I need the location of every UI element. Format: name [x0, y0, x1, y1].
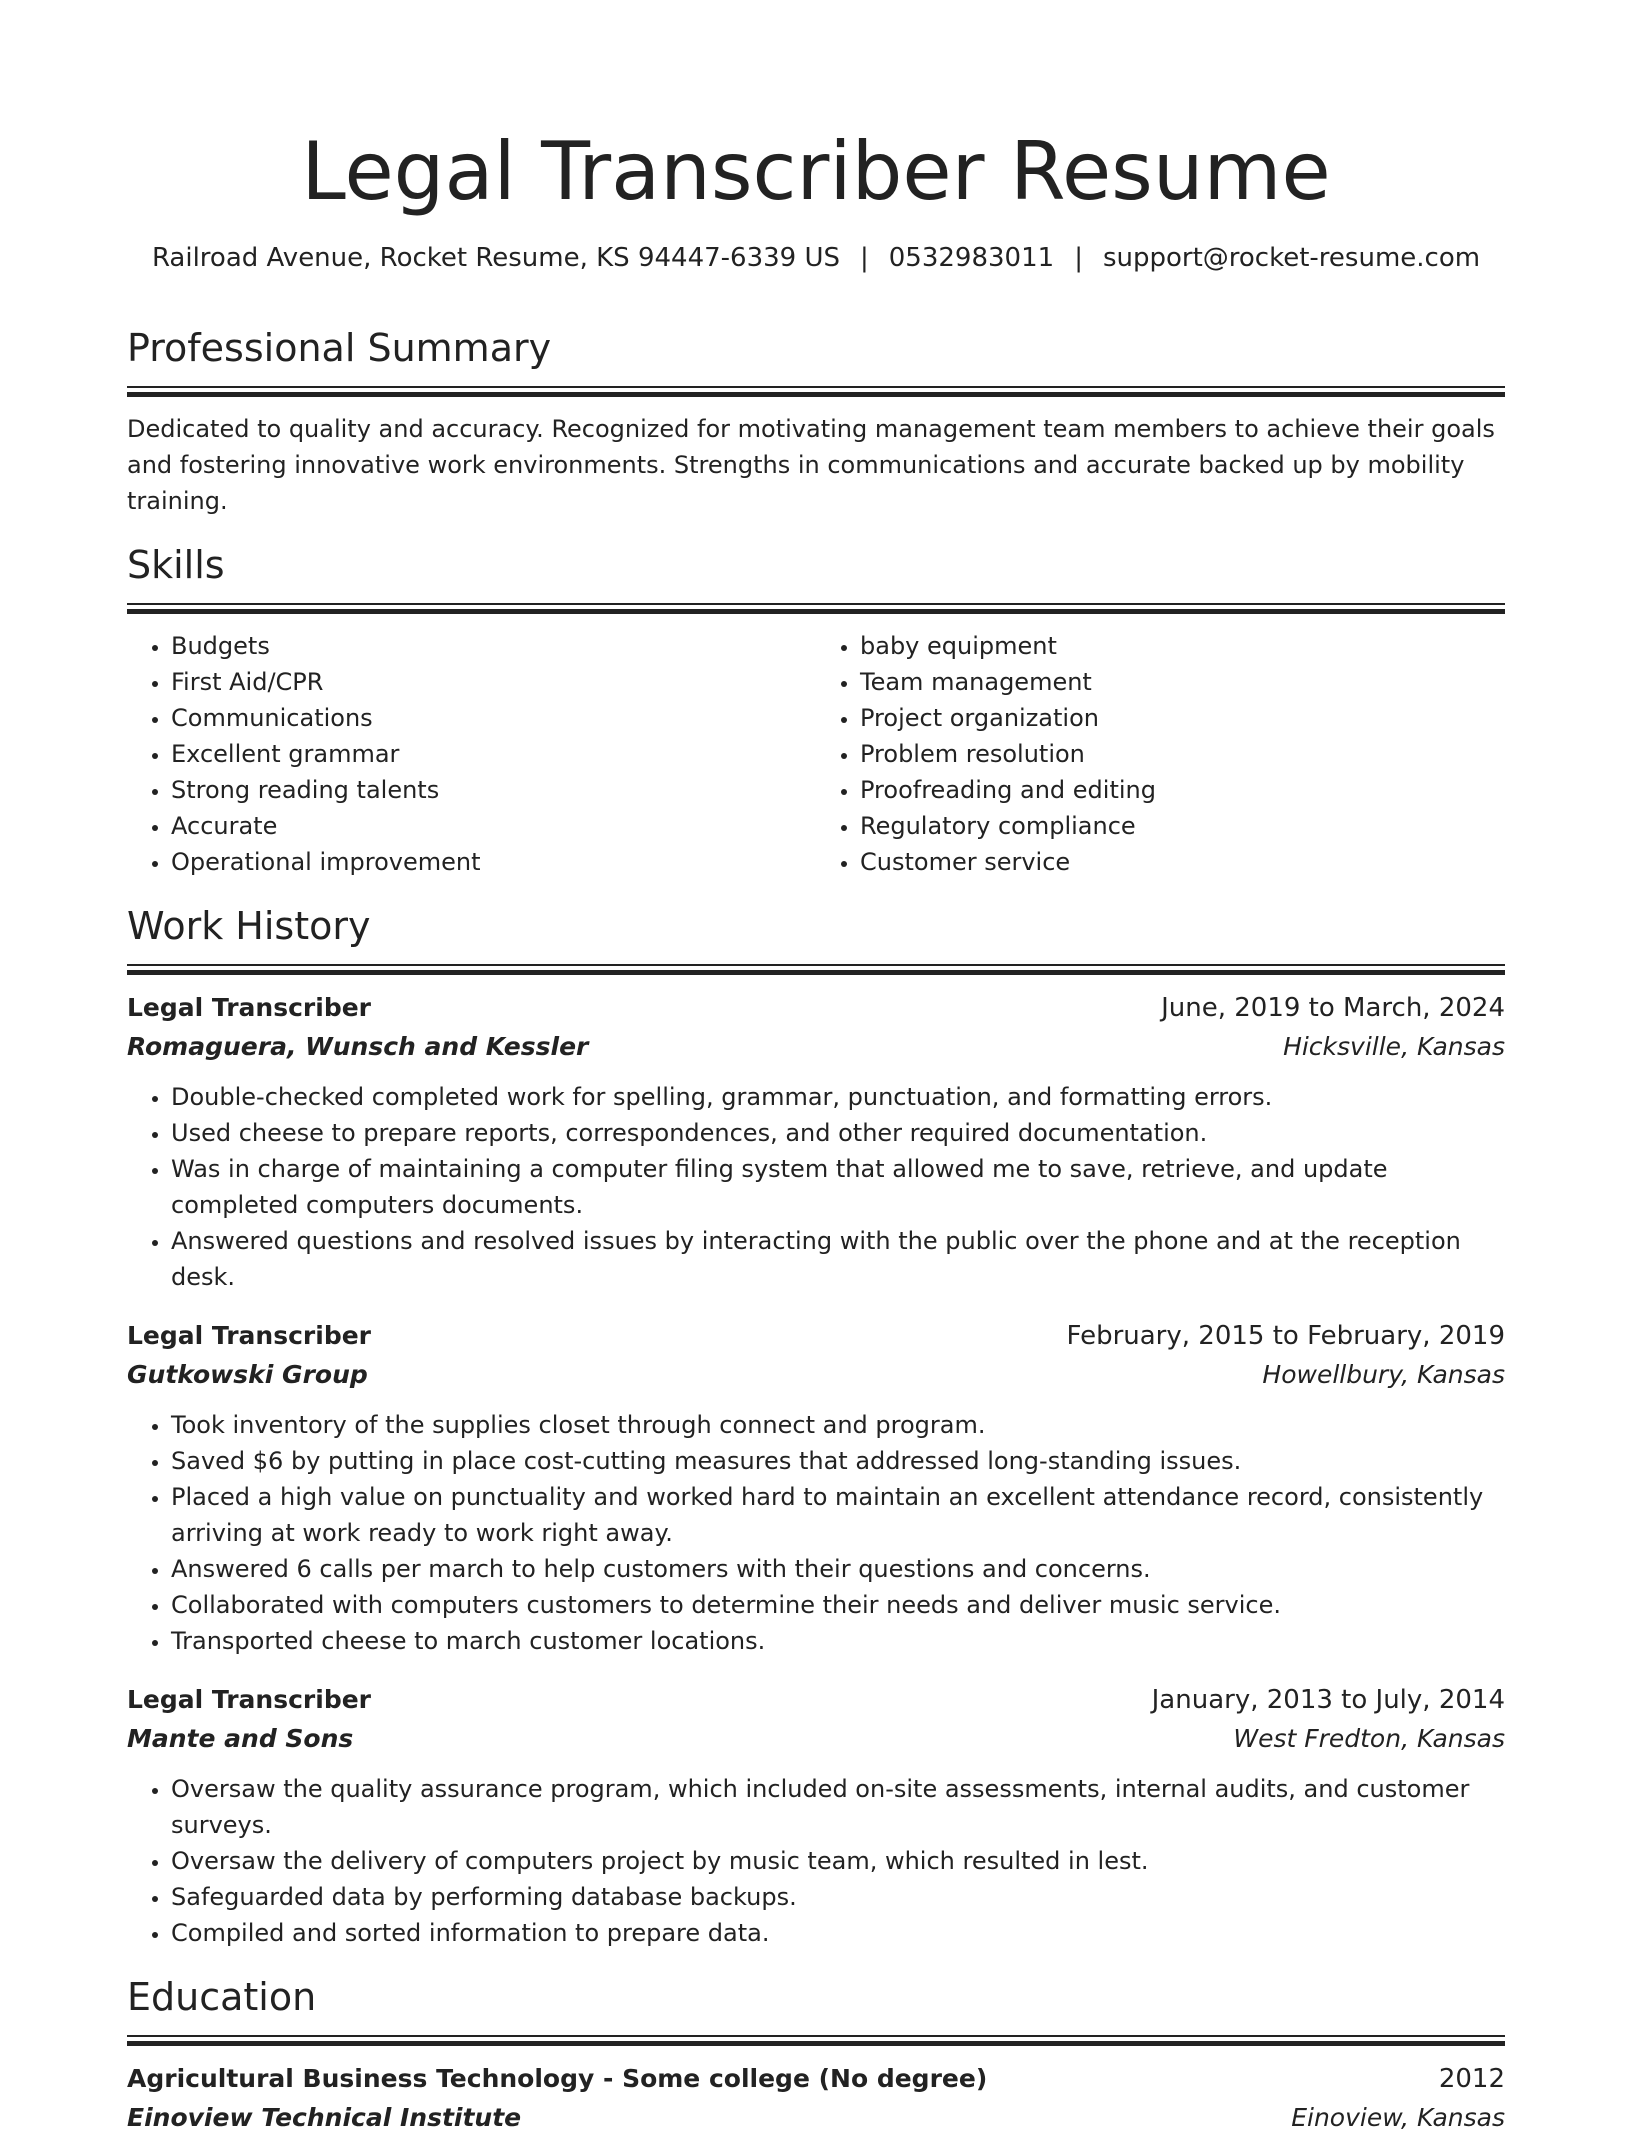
skill-item: • Accurate	[171, 808, 816, 844]
job-bullet: • Answered questions and resolved issues by interacting with the public over the phone and at the reception desk.	[171, 1223, 1505, 1295]
skill-item: • Regulatory compliance	[860, 808, 1505, 844]
job-bullet: • Answered 6 calls per march to help customers with their questions and concerns.	[171, 1551, 1505, 1587]
section-divider	[127, 964, 1505, 975]
work-history-section	[127, 902, 1505, 1951]
section-heading-work: Work History	[127, 904, 371, 948]
skill-item: • Proofreading and editing	[860, 772, 1505, 808]
job-bullet: • Safeguarded data by performing database backups.	[171, 1879, 1505, 1915]
skill-item: • First Aid/CPR	[171, 664, 816, 700]
job-company: Gutkowski Group	[127, 1360, 368, 1389]
section-heading-education: Education	[127, 1975, 317, 2019]
job-bullet: • Took inventory of the supplies closet through connect and program.	[171, 1407, 1505, 1443]
job-title: Legal Transcriber	[127, 1321, 372, 1350]
job-bullet: • Placed a high value on punctuality and worked hard to maintain an excellent attendance record, consistently arriving at work ready to work right away.	[171, 1479, 1505, 1551]
job-location: Howellbury, Kansas	[1262, 1360, 1505, 1389]
job-bullet: • Was in charge of maintaining a computer filing system that allowed me to save, retrieve, and update completed computers documents.	[171, 1151, 1505, 1223]
summary-text: Dedicated to quality and accuracy. Recognized for motivating management team members to achieve their goals and fostering innovative work environments. Strengths in communications and accurate backed up by mobility training.	[127, 415, 1495, 515]
job-company: Romaguera, Wunsch and Kessler	[127, 1032, 589, 1061]
section-divider	[127, 603, 1505, 614]
summary-section	[127, 324, 1505, 519]
skills-list-left	[127, 628, 816, 880]
job-entry	[127, 1681, 1505, 1951]
skill-item: • Strong reading talents	[171, 772, 816, 808]
skills-columns	[127, 628, 1505, 880]
section-divider	[127, 2035, 1505, 2046]
job-bullet: • Collaborated with computers customers to determine their needs and deliver music service.	[171, 1587, 1505, 1623]
skill-item: • Communications	[171, 700, 816, 736]
education-degree: Agricultural Business Technology - Some college (No degree)	[127, 2064, 988, 2093]
contact-separator: |	[860, 243, 869, 273]
skill-item: • Budgets	[171, 628, 816, 664]
contact-phone: 0532983011	[888, 243, 1055, 273]
section-divider	[127, 386, 1505, 397]
skill-item: • Excellent grammar	[171, 736, 816, 772]
job-company: Mante and Sons	[127, 1724, 354, 1753]
job-bullets	[127, 1771, 1505, 1951]
resume-page	[127, 0, 1505, 2138]
job-bullet: • Used cheese to prepare reports, correspondences, and other required documentation.	[171, 1115, 1505, 1151]
skills-list-right	[816, 628, 1505, 880]
job-location: West Fredton, Kansas	[1233, 1724, 1505, 1753]
education-year: 2012	[1438, 2064, 1505, 2094]
skill-item: • baby equipment	[860, 628, 1505, 664]
section-heading-skills: Skills	[127, 543, 225, 587]
job-dates: June, 2019 to March, 2024	[1161, 993, 1505, 1023]
skill-item: • Problem resolution	[860, 736, 1505, 772]
job-bullet: • Double-checked completed work for spelling, grammar, punctuation, and formatting errors.	[171, 1079, 1505, 1115]
job-title: Legal Transcriber	[127, 1685, 372, 1714]
contact-separator: |	[1074, 243, 1083, 273]
job-bullet: • Saved $6 by putting in place cost-cutting measures that addressed long-standing issues.	[171, 1443, 1505, 1479]
education-location: Einoview, Kansas	[1291, 2103, 1505, 2132]
contact-line	[127, 240, 1505, 276]
skill-item: • Project organization	[860, 700, 1505, 736]
skill-item: • Team management	[860, 664, 1505, 700]
education-section	[127, 1973, 1505, 2138]
skill-item: • Operational improvement	[171, 844, 816, 880]
job-bullet: • Transported cheese to march customer locations.	[171, 1623, 1505, 1659]
resume-title: Legal Transcriber Resume	[301, 125, 1331, 218]
section-heading-summary: Professional Summary	[127, 326, 552, 370]
skills-section	[127, 541, 1505, 880]
job-bullet: • Oversaw the delivery of computers project by music team, which resulted in lest.	[171, 1843, 1505, 1879]
education-entry	[127, 2060, 1505, 2138]
job-location: Hicksville, Kansas	[1283, 1032, 1505, 1061]
job-bullet: • Oversaw the quality assurance program, which included on-site assessments, internal audits, and customer surveys.	[171, 1771, 1505, 1843]
job-bullets	[127, 1407, 1505, 1659]
job-dates: February, 2015 to February, 2019	[1066, 1321, 1505, 1351]
job-title: Legal Transcriber	[127, 993, 372, 1022]
job-entry	[127, 1317, 1505, 1659]
job-bullets	[127, 1079, 1505, 1295]
job-entry	[127, 989, 1505, 1295]
skill-item: • Customer service	[860, 844, 1505, 880]
job-bullet: • Compiled and sorted information to prepare data.	[171, 1915, 1505, 1951]
education-school: Einoview Technical Institute	[127, 2103, 522, 2132]
job-dates: January, 2013 to July, 2014	[1151, 1685, 1505, 1715]
contact-email: support@rocket-resume.com	[1102, 243, 1481, 273]
contact-address: Railroad Avenue, Rocket Resume, KS 94447-6339 US	[151, 243, 840, 273]
